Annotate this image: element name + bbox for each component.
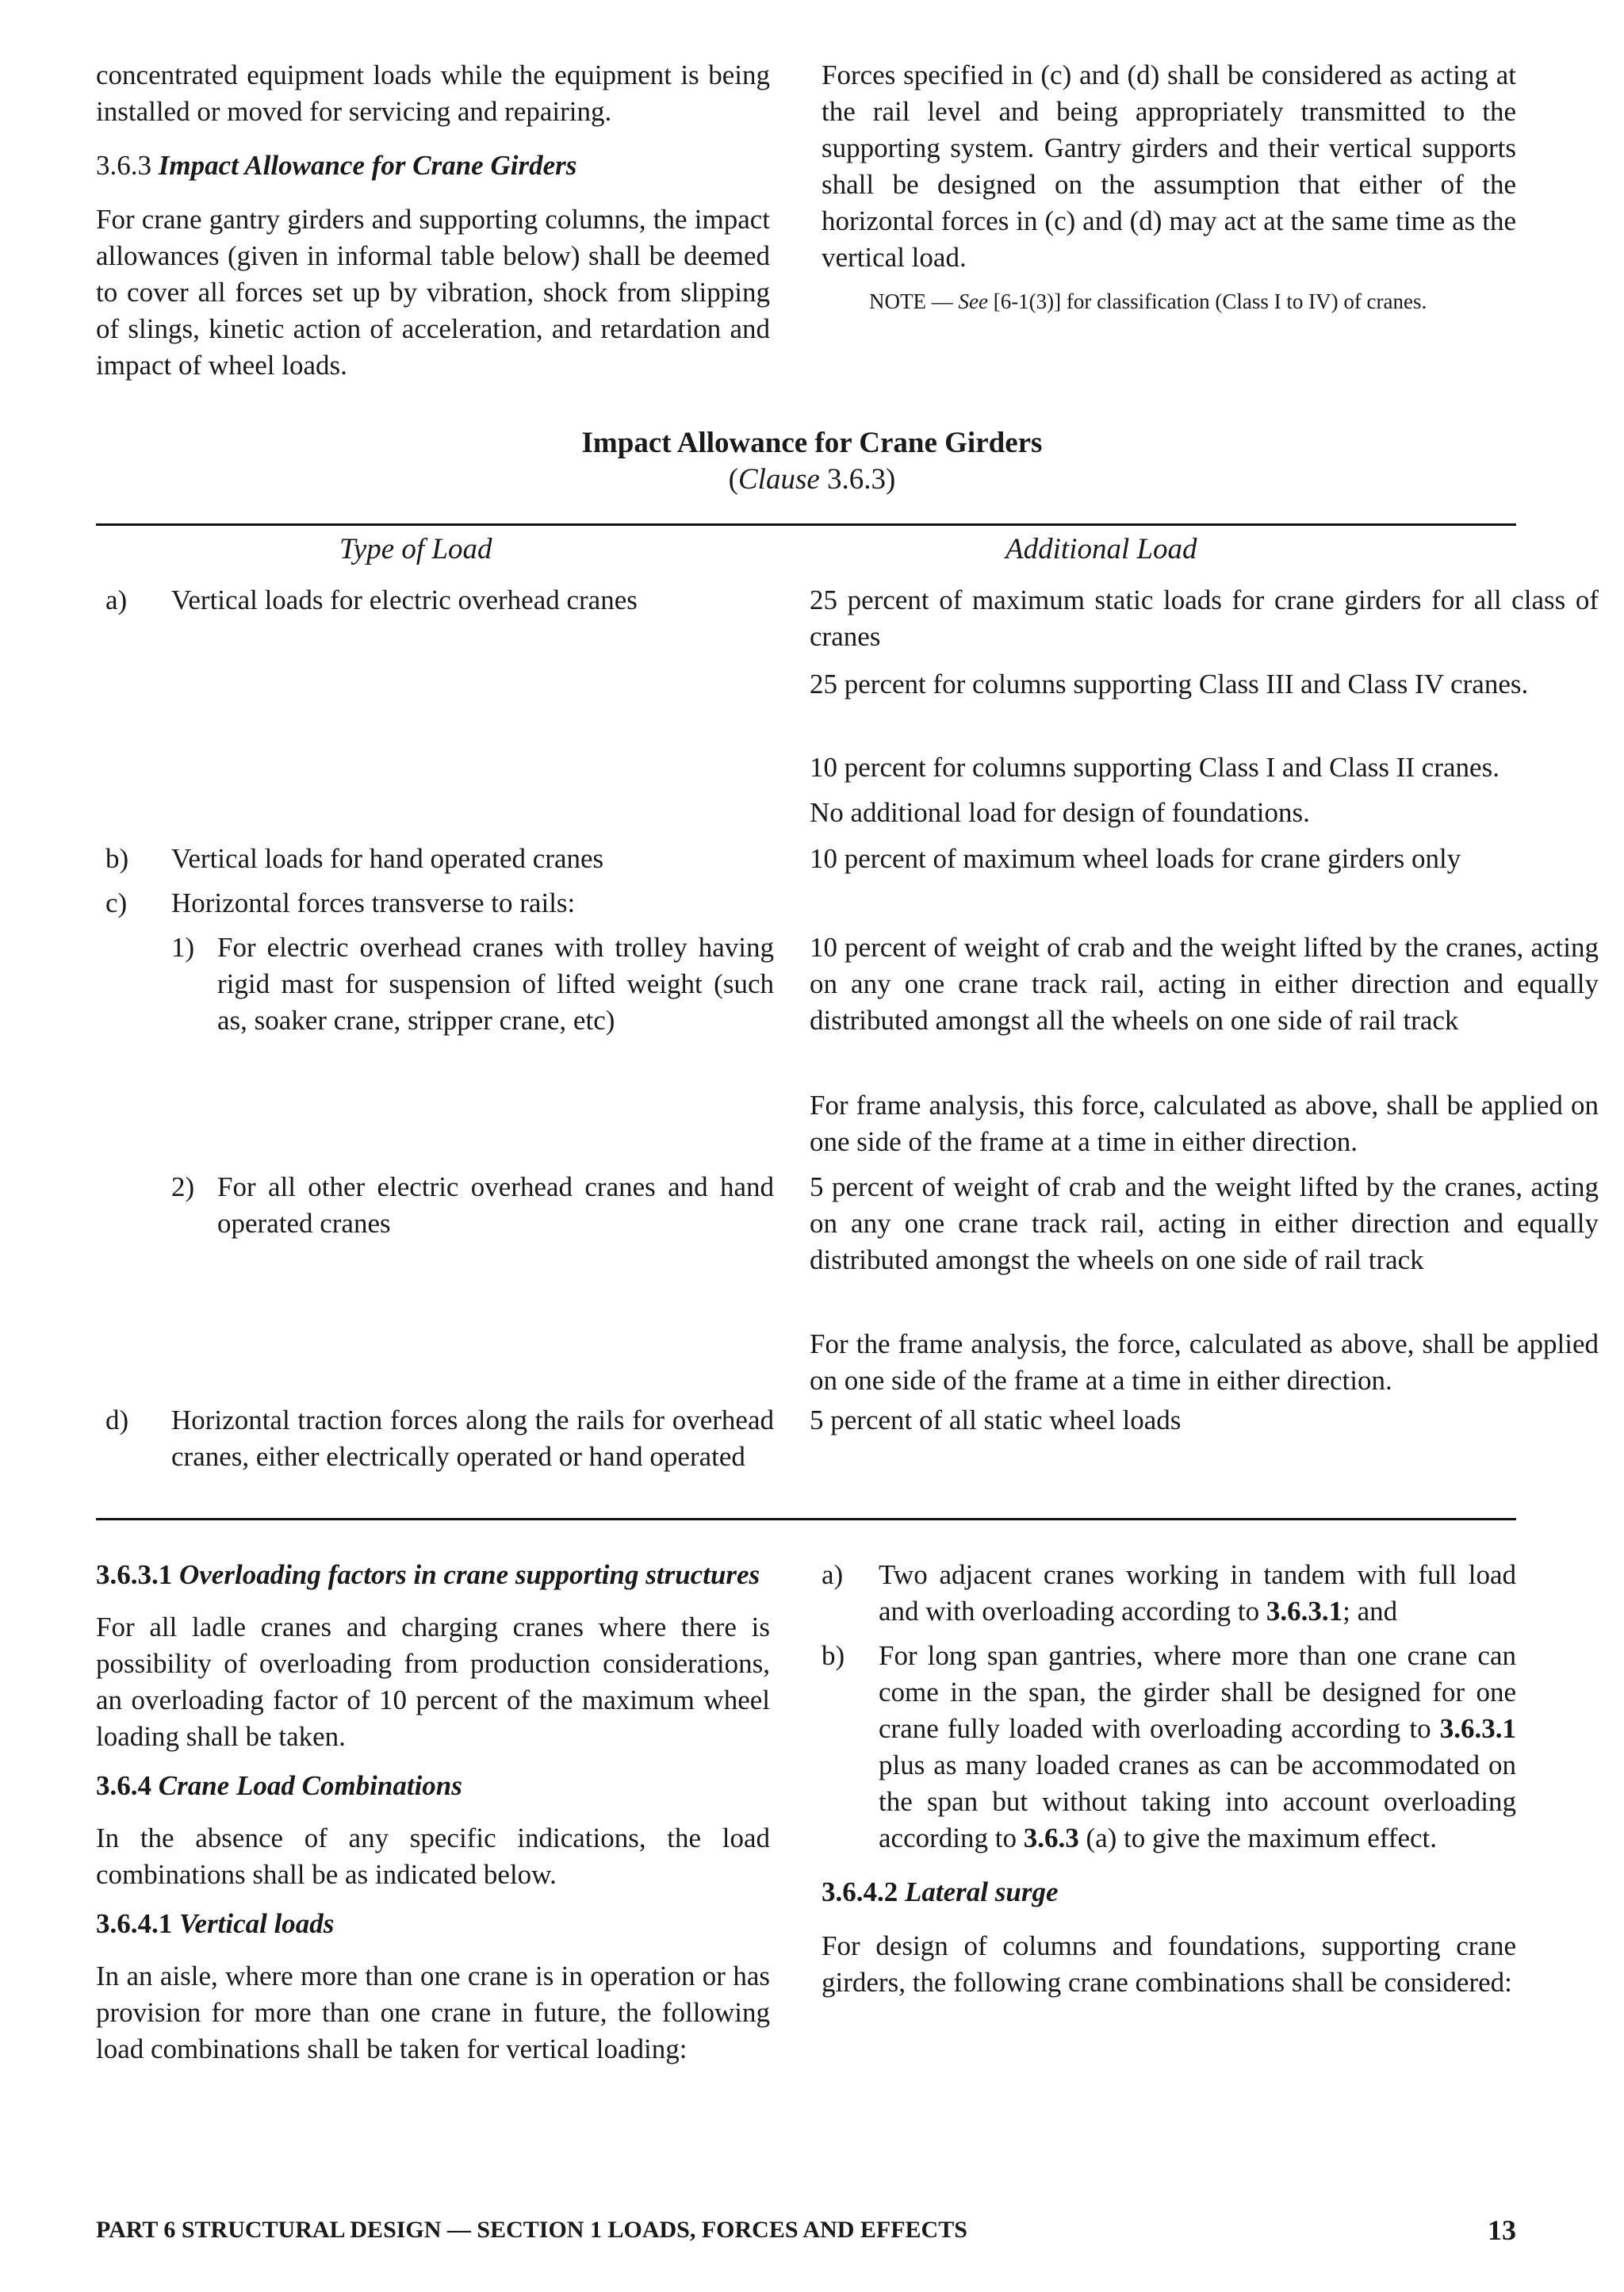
section-number: 3.6.3 [96, 150, 151, 181]
section-number: 3.6.4.1 [96, 1908, 173, 1939]
load-type: For all other electric overhead cranes and hand operated cranes [217, 1171, 774, 1239]
impact-allowance-paragraph: For crane gantry girders and supporting columns, the impact allowances (given in informal table below) shall be deemed to cover all forces set up by vibration, shock from slipping of slings, kinetic action of acceleration, and retardation and impact of wheel loads. [96, 204, 770, 381]
load-type: Horizontal traction forces along the rails for overhead cranes, either electrically operated or hand operated [171, 1405, 774, 1472]
running-head: PART 6 STRUCTURAL DESIGN — SECTION 1 LOADS, FORCES AND EFFECTS [96, 2217, 967, 2243]
header-additional-load: Additional Load [1005, 533, 1197, 565]
load-type: For electric overhead cranes with trolley having rigid mast for suspension of lifted weight (such as, soaker crane, stripper crane, etc) [217, 932, 774, 1036]
page-footer [96, 2214, 1516, 2246]
list-text: Two adjacent cranes working in tandem with full load and with overloading according to [879, 1559, 1516, 1627]
list-text-mid: plus as many loaded cranes as can be accommodated on the span but without taking into account overloading according to [879, 1750, 1516, 1853]
section-number: 3.6.4 [96, 1770, 151, 1801]
forces-paragraph: Forces specified in (c) and (d) shall be considered as acting at the rail level and being appropriately transmitted to the supporting system. Gantry girders and their vertical supports shall be designed on the assumption that either of the horizontal forces in (c) and (d) may act at the same time as the vertical load. [822, 59, 1516, 273]
row-sublabel: 2) [171, 1171, 195, 1202]
additional-load: 10 percent for columns supporting Class I and Class II cranes. [810, 752, 1500, 783]
list-text: For long span gantries, where more than one crane can come in the span, the girder shall be designed for one crane fully loaded with overloading according to [879, 1640, 1516, 1744]
section-title: Impact Allowance for Crane Girders [158, 150, 577, 181]
row-label: d) [105, 1405, 129, 1435]
row-label: a) [105, 584, 128, 615]
bottom-right-column [822, 1557, 1516, 2001]
section-number: 3.6.3.1 [96, 1559, 173, 1590]
page-number: 13 [1488, 2214, 1516, 2246]
list-item-b [761, 1638, 1516, 1857]
clause-reference: 3.6.3 [1023, 1822, 1079, 1853]
additional-load: For the frame analysis, the force, calculated as above, shall be applied on one side of the frame at a time in either direction. [810, 1328, 1599, 1396]
additional-load: For frame analysis, this force, calculated as above, shall be applied on one side of the frame at a time in either direction. [810, 1090, 1599, 1157]
bottom-left-column [96, 1557, 770, 2068]
continuation-paragraph: concentrated equipment loads while the equipment is being installed or moved for servicing and repairing. [96, 59, 770, 127]
clause-reference: 3.6.3.1 [1439, 1713, 1516, 1744]
load-type: Vertical loads for electric overhead cranes [171, 584, 638, 615]
section-heading-3-6-4 [96, 1768, 770, 1804]
section-title: Overloading factors in crane supporting structures [179, 1559, 760, 1590]
additional-load: 25 percent for columns supporting Class III and Class IV cranes. [810, 669, 1529, 699]
section-number: 3.6.4.2 [822, 1876, 898, 1907]
section-title: Vertical loads [179, 1908, 335, 1939]
section-heading-3-6-3-1 [96, 1557, 770, 1593]
row-label: c) [105, 887, 128, 918]
additional-load: 10 percent of maximum wheel loads for crane girders only [810, 843, 1461, 874]
list-label: b) [822, 1640, 845, 1671]
section-title: Crane Load Combinations [158, 1770, 462, 1801]
additional-load: 5 percent of all static wheel loads [810, 1405, 1182, 1435]
list-label: a) [822, 1559, 844, 1590]
section-heading-3-6-4-1 [96, 1906, 770, 1942]
vertical-loads-paragraph: In an aisle, where more than one crane is in operation or has provision for more than one crane in future, the following load combinations shall be taken for vertical loading: [96, 1960, 770, 2064]
row-label: b) [105, 843, 129, 874]
section-title: Lateral surge [905, 1876, 1059, 1907]
combinations-paragraph: In the absence of any specific indications, the load combinations shall be as indicated below. [96, 1822, 770, 1890]
row-sublabel: 1) [171, 932, 195, 963]
additional-load: 10 percent of weight of crab and the weight lifted by the cranes, acting on any one crane track rail, acting in either direction and equally distributed amongst all the wheels on one side of rail track [810, 932, 1599, 1036]
additional-load: 5 percent of weight of crab and the weight lifted by the cranes, acting on any one crane track rail, acting in either direction and equally distributed amongst the wheels on one side of rail track [810, 1171, 1599, 1275]
overloading-paragraph: For all ladle cranes and charging cranes where there is possibility of overloading from production considerations, an overloading factor of 10 percent of the maximum wheel loading shall be taken. [96, 1612, 770, 1752]
list-tail: ; and [1342, 1596, 1398, 1627]
list-tail: (a) to give the maximum effect. [1086, 1822, 1437, 1853]
table-bottom-rule [96, 1518, 1516, 1520]
clause-number: 3.6.3 [827, 463, 887, 496]
clause-word: Clause [737, 463, 820, 496]
additional-load: No additional load for design of foundations. [810, 797, 1310, 828]
load-type: Horizontal forces transverse to rails: [171, 887, 576, 918]
note-label: NOTE — [869, 289, 953, 313]
table-title: Impact Allowance for Crane Girders [581, 427, 1043, 459]
clause-reference: 3.6.3.1 [1266, 1596, 1343, 1627]
header-type-of-load: Type of Load [339, 533, 492, 565]
list-item-a [761, 1557, 1516, 1630]
additional-load: 25 percent of maximum static loads for crane girders for all class of cranes [810, 584, 1599, 652]
lateral-surge-paragraph: For design of columns and foundations, supporting crane girders, the following crane combinations shall be considered: [822, 1930, 1516, 1998]
note-see: See [958, 289, 988, 313]
load-type: Vertical loads for hand operated cranes [171, 843, 604, 874]
table-clause: (Clause 3.6.3) [728, 463, 896, 496]
section-heading-3-6-4-2 [822, 1874, 1516, 1911]
note-text: [6-1(3)] for classification (Class I to IV) of cranes. [993, 289, 1427, 313]
